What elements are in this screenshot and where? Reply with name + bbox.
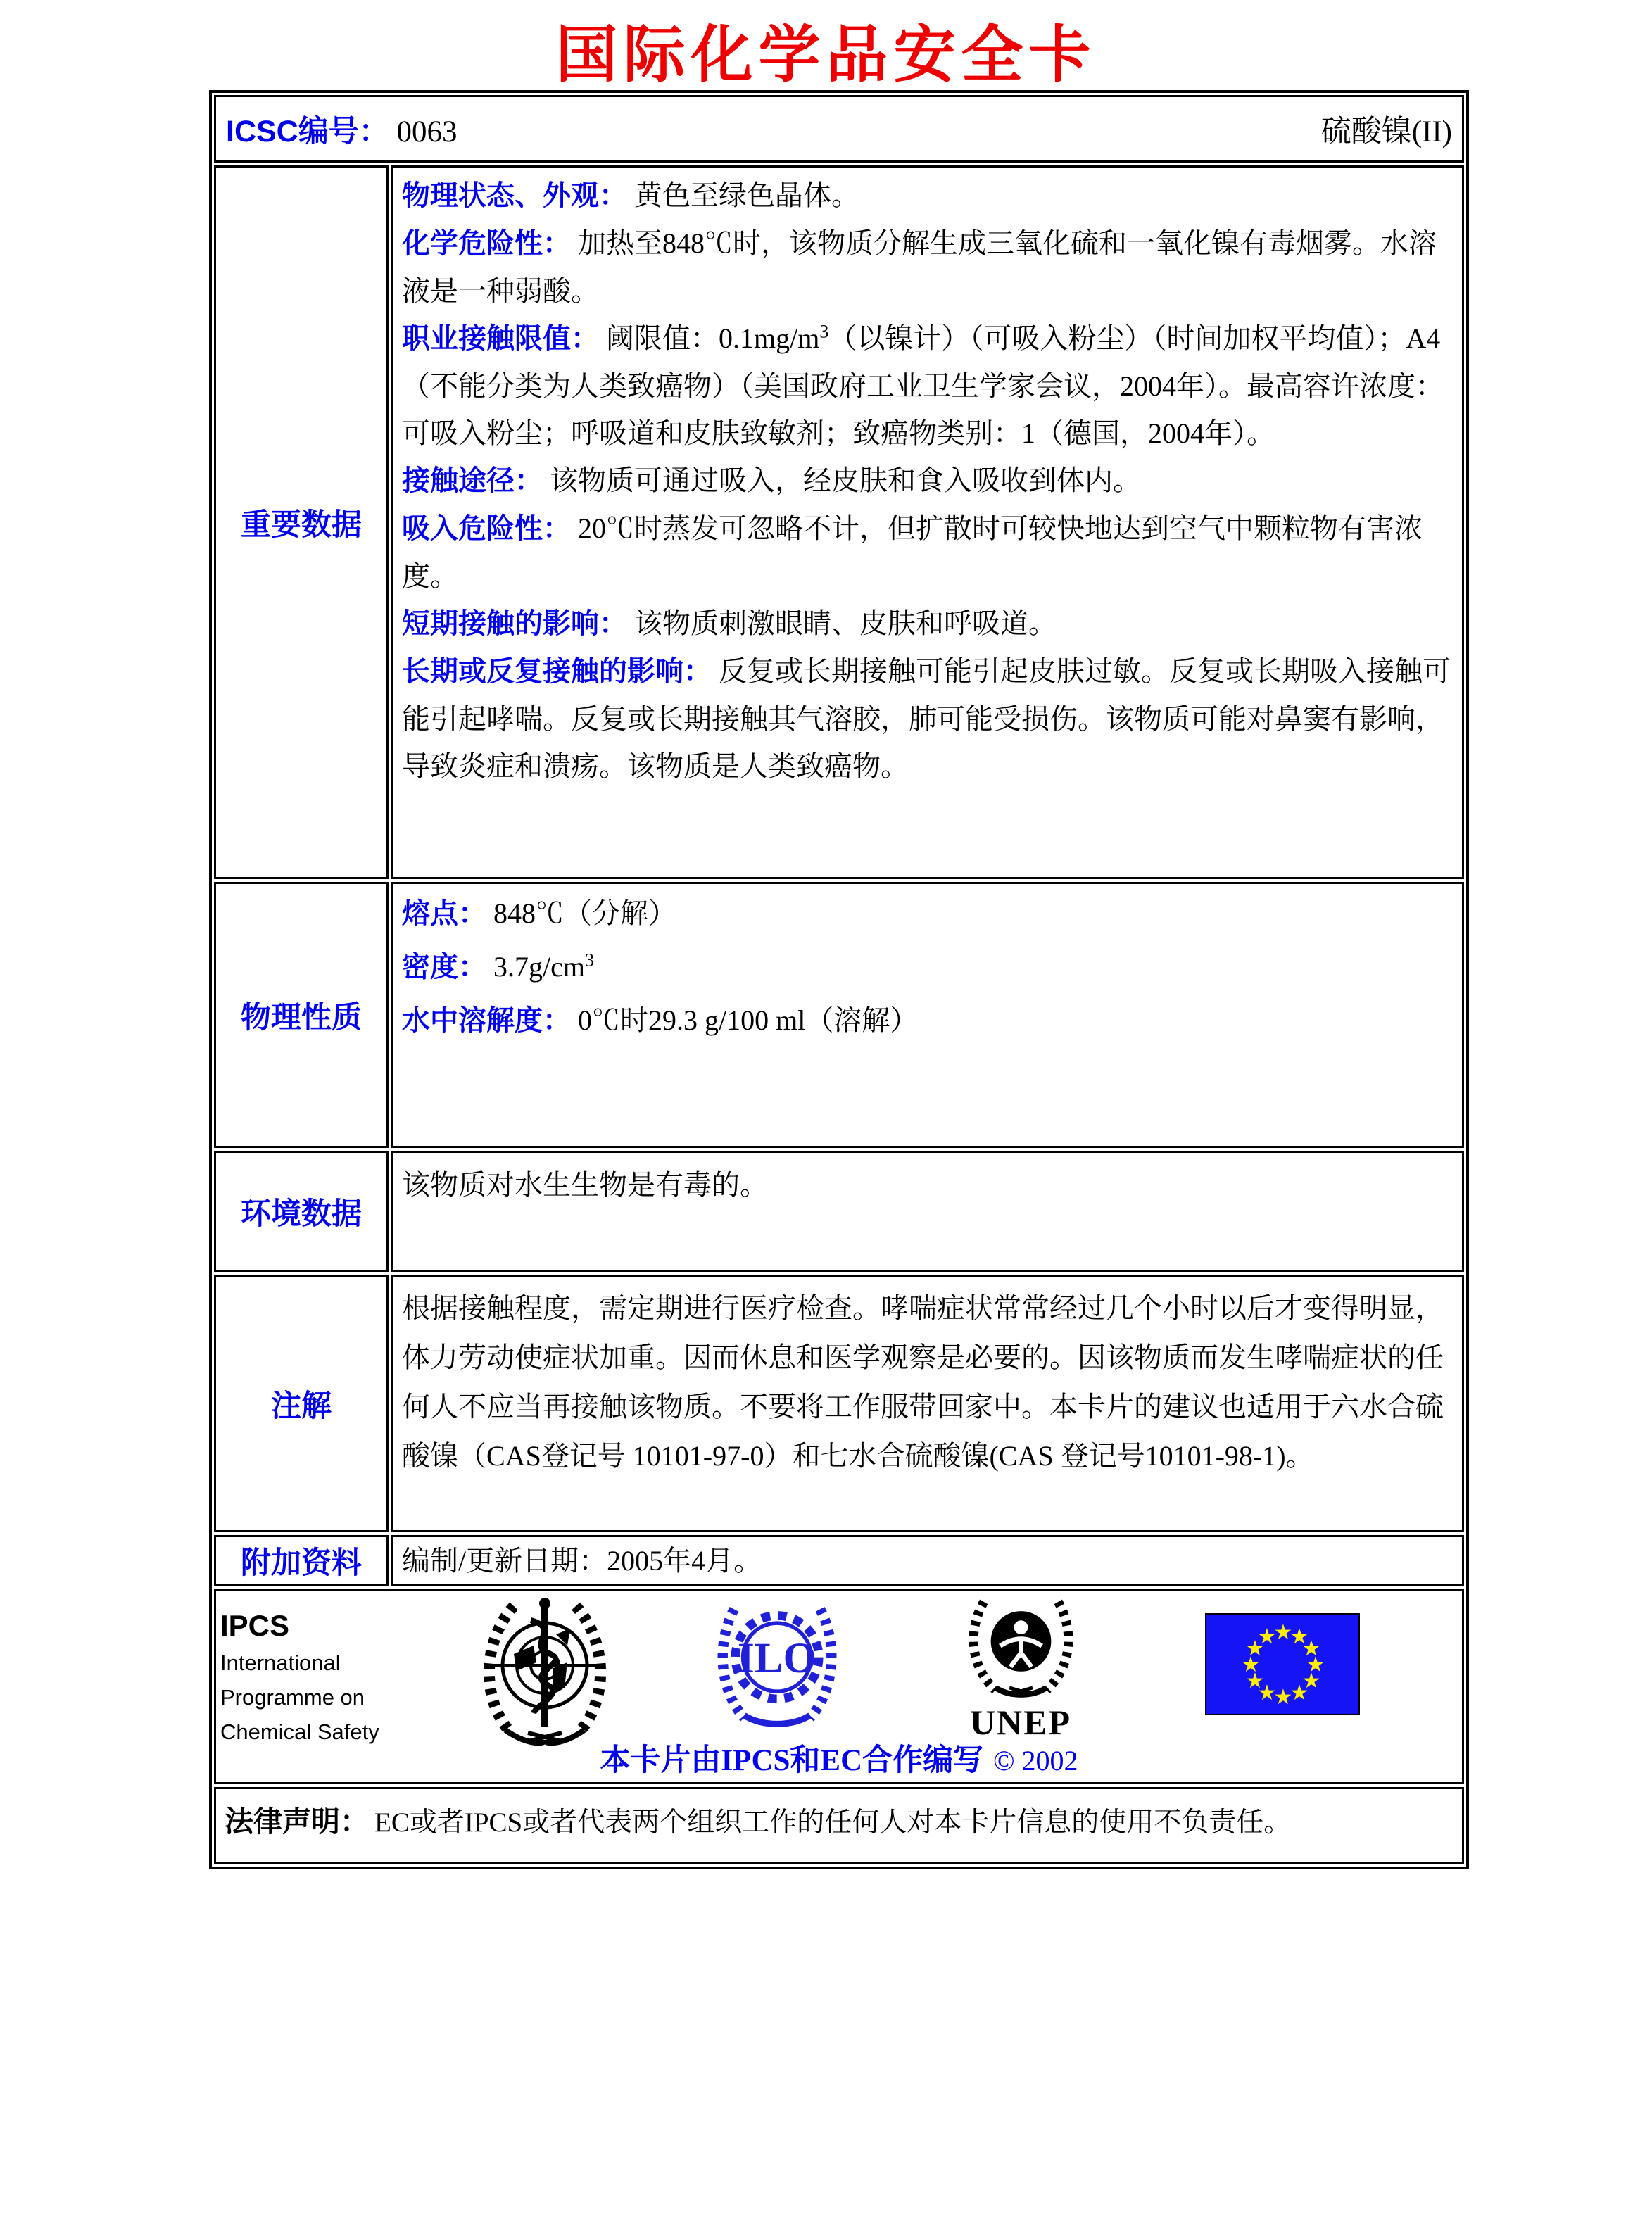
- unep-logo-caption: UNEP: [969, 1703, 1072, 1742]
- item-label: 密度：: [402, 952, 486, 983]
- physical-item: [402, 887, 1454, 940]
- additional-info-text: 编制/更新日期：2005年4月。: [402, 1544, 762, 1577]
- additional-info-row: [214, 1535, 1464, 1586]
- notes-row-label: 注解: [214, 1275, 389, 1532]
- item-text: （以镍计）（可吸入粉尘）（时间加权平均值）；A4（不能分类为人类致癌物）（美国政府工业卫生学家会议，2004年）。最高容许浓度：可吸入粉尘；呼吸道和皮肤致敏剂；致癌物类别：1（德国，2004年）。: [402, 322, 1444, 449]
- icsc-number-value: 0063: [396, 115, 458, 149]
- eu-flag-icon: [1205, 1613, 1360, 1715]
- eu-star-icon: ★: [1301, 1669, 1321, 1693]
- ipcs-line: Chemical Safety: [220, 1719, 379, 1744]
- eu-star-icon: ★: [1306, 1653, 1325, 1677]
- header-row: [214, 95, 1464, 163]
- legal-text: EC或者IPCS或者代表两个组织工作的任何人对本卡片信息的使用不负责任。: [374, 1807, 1292, 1838]
- item-text: 0℃时29.3 g/100 ml（溶解）: [578, 1004, 919, 1036]
- ilo-logo-icon: [714, 1599, 840, 1729]
- eu-star-icon: ★: [1245, 1637, 1265, 1660]
- item-text: 20℃时蒸发可忽略不计，但扩散时可较快地达到空气中颗粒物有害浓度。: [402, 512, 1423, 592]
- superscript: 3: [584, 949, 594, 971]
- ilo-logo-text: ILO: [738, 1635, 816, 1683]
- additional-info-content: [391, 1535, 1464, 1586]
- legal-cell: [214, 1787, 1464, 1864]
- notes-text: 根据接触程度，需定期进行医疗检查。哮喘症状常常经过几个小时以后才变得明显，体力劳动使症状加重。因而休息和医学观察是必要的。因该物质而发生哮喘症状的任何人不应当再接触该物质。不要将工作服带回家中。本卡片的建议也适用于六水合硫酸镍（CAS登记号 10101-97-0）和七水合硫酸镍(CAS 登记号10101-98-1)。: [402, 1292, 1444, 1472]
- physical-item: [402, 994, 1454, 1047]
- additional-info-row-label: 附加资料: [214, 1535, 389, 1586]
- who-logo-icon: [474, 1595, 615, 1750]
- page-title: 国际化学品安全卡: [555, 22, 1097, 90]
- item-label: 吸入危险性：: [402, 513, 571, 544]
- item-text: 848℃（分解）: [493, 897, 676, 929]
- item-text: 该物质可通过吸入，经皮肤和食入吸收到体内。: [550, 465, 1141, 496]
- substance-name: 硫酸镍(II): [1320, 115, 1452, 149]
- eu-star-icon: ★: [1290, 1625, 1309, 1648]
- eu-star-icon: ★: [1245, 1669, 1265, 1693]
- item-text: 加热至848℃时，该物质分解生成三氧化硫和一氧化镍有毒烟雾。水溶液是一种弱酸。: [402, 227, 1437, 307]
- ipcs-text-block: [220, 1606, 379, 1749]
- item-text: 阈限值：0.1mg/m: [606, 322, 820, 354]
- item-label: 熔点：: [402, 898, 486, 929]
- icsc-number-group: [226, 108, 457, 151]
- item-text: 反复或长期接触可能引起皮肤过敏。反复或长期吸入接触可能引起哮喘。反复或长期接触其气溶胶，肺可能受损伤。该物质可能对鼻窦有影响，导致炎症和溃疡。该物质是人类致癌物。: [402, 655, 1451, 782]
- environmental-data-row: [214, 1151, 1464, 1272]
- ipcs-acronym: IPCS: [220, 1609, 290, 1642]
- item-text: 黄色至绿色晶体。: [634, 179, 859, 211]
- physical-properties-content: [391, 882, 1464, 1148]
- eu-star-icon: ★: [1290, 1681, 1309, 1705]
- credit-copyright: © 2002: [993, 1745, 1078, 1776]
- physical-properties-row-label: 物理性质: [214, 882, 389, 1148]
- legal-label: 法律声明：: [225, 1805, 369, 1838]
- important-data-row-label: 重要数据: [214, 165, 389, 879]
- ipcs-line: Programme on: [220, 1685, 365, 1710]
- item-label: 短期接触的影响：: [402, 608, 627, 639]
- eu-star-icon: ★: [1273, 1686, 1293, 1709]
- ipcs-line: International: [220, 1650, 341, 1675]
- icsc-card-table: [209, 90, 1469, 1869]
- important-item: [402, 457, 1454, 505]
- important-item: [402, 172, 1454, 220]
- important-data-content: [391, 165, 1464, 879]
- unep-logo-block: [961, 1595, 1080, 1741]
- logos-cell: [214, 1589, 1464, 1784]
- logos-row: [214, 1589, 1464, 1784]
- item-label: 职业接触限值：: [402, 323, 599, 354]
- physical-properties-row: [214, 882, 1464, 1148]
- environmental-data-row-label: 环境数据: [214, 1151, 389, 1272]
- item-text: 该物质刺激眼睛、皮肤和呼吸道。: [634, 607, 1057, 639]
- superscript: 3: [819, 321, 829, 342]
- item-label: 长期或反复接触的影响：: [402, 656, 712, 687]
- item-label: 物理状态、外观：: [402, 180, 627, 211]
- item-text: 3.7g/cm: [493, 951, 585, 983]
- credit-text: 本卡片由IPCS和EC合作编写: [600, 1744, 984, 1777]
- environmental-data-content: [391, 1151, 1464, 1272]
- item-label: 化学危险性：: [402, 228, 571, 259]
- eu-star-icon: ★: [1273, 1621, 1293, 1644]
- item-label: 水中溶解度：: [402, 1005, 571, 1036]
- physical-item: [402, 940, 1454, 994]
- header-cell: [214, 95, 1464, 163]
- eu-star-icon: ★: [1241, 1653, 1261, 1677]
- important-item: [402, 505, 1454, 600]
- legal-row: [214, 1787, 1464, 1864]
- icsc-number-label: ICSC编号：: [226, 114, 389, 149]
- unep-logo-icon: [963, 1595, 1079, 1700]
- important-item: [402, 600, 1454, 648]
- important-data-row: [214, 165, 1464, 879]
- notes-row: [214, 1275, 1464, 1532]
- important-item: [402, 315, 1454, 457]
- eu-star-icon: ★: [1301, 1637, 1321, 1660]
- credit-line: [216, 1736, 1462, 1779]
- eu-star-icon: ★: [1257, 1681, 1277, 1705]
- important-item: [402, 220, 1454, 315]
- item-label: 接触途径：: [402, 465, 543, 496]
- environmental-text: 该物质对水生生物是有毒的。: [402, 1169, 768, 1201]
- notes-content: [391, 1275, 1464, 1532]
- important-item: [402, 648, 1454, 790]
- eu-star-icon: ★: [1257, 1625, 1277, 1648]
